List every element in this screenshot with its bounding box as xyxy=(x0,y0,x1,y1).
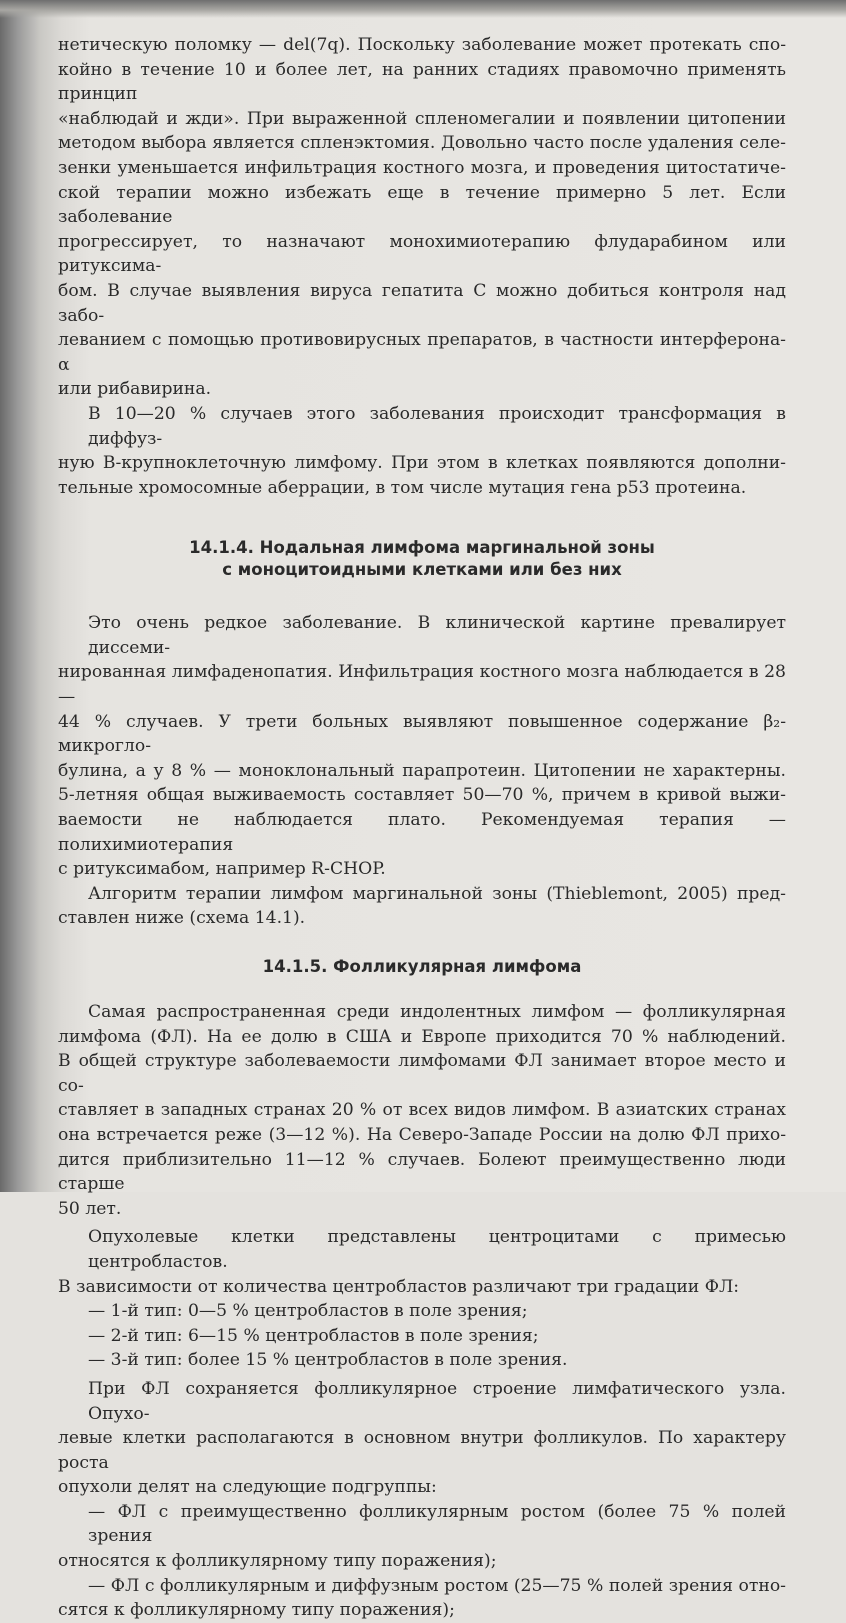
heading-line: 14.1.4. Нодальная лимфома маргинальной зоны xyxy=(189,538,655,558)
text-line: с ритуксимабом, например R-CHOP. xyxy=(58,859,386,880)
text-line: 44 % случаев. У трети больных выявляют повышенное содержание β₂-микрогло- xyxy=(58,711,786,757)
text-line: прогрессирует, то назначают монохимиотерапию флударабином или ритуксима- xyxy=(58,231,786,277)
text-line: В зависимости от количества центробластов различают три градации ФЛ: xyxy=(58,1276,740,1297)
paragraph xyxy=(58,1377,786,1500)
section-1415-body xyxy=(58,1000,786,1623)
text-line: сятся к фолликулярному типу поражения); xyxy=(58,1600,455,1621)
text-line: — ФЛ с фолликулярным и диффузным ростом (25—75 % полей зрения отно- xyxy=(88,1575,786,1596)
heading-line: 14.1.5. Фолликулярная лимфома xyxy=(262,957,582,976)
page-content xyxy=(58,33,786,1623)
text-line: леванием с помощью противовирусных препаратов, в частности интерферона-α xyxy=(58,330,786,375)
list-item xyxy=(58,1500,786,1574)
text-line: — ФЛ с преимущественно фолликулярным ростом (более 75 % полей зрения xyxy=(88,1501,786,1547)
text-line: При ФЛ сохраняется фолликулярное строение лимфатического узла. Опухо- xyxy=(88,1378,786,1424)
list-item: — 2-й тип: 6—15 % центробластов в поле зрения; xyxy=(88,1325,539,1346)
paragraph xyxy=(58,1000,786,1221)
text-line: 50 лет. xyxy=(58,1198,122,1219)
text-line: койно в течение 10 и более лет, на ранних стадиях правомочно применять принцип xyxy=(58,59,786,105)
intro-paragraph-2 xyxy=(58,402,786,451)
text-line: относятся к фолликулярному типу поражения); xyxy=(58,1551,497,1572)
list-item: — 1-й тип: 0—5 % центробластов в поле зрения; xyxy=(88,1301,528,1322)
scan-top-shadow xyxy=(0,0,846,18)
text-line: В общей структуре заболеваемости лимфомами ФЛ занимает второе место и со- xyxy=(58,1051,786,1096)
text-line: ской терапии можно избежать еще в течение примерно 5 лет. Если заболевание xyxy=(58,182,786,228)
text-line: ставляет в западных странах 20 % от всех видов лимфом. В азиатских странах xyxy=(58,1100,786,1121)
section-1415-heading xyxy=(58,956,786,978)
heading-line: с моноцитоидными клетками или без них xyxy=(222,560,622,580)
text-line: булина, а у 8 % — моноклональный парапротеин. Цитопении не характерны. xyxy=(58,760,786,781)
text-line: лимфома (ФЛ). На ее долю в США и Европе приходится 70 % наблюдений. xyxy=(58,1026,786,1047)
text-line: тельные хромосомные аберрации, в том числе мутация гена p53 протеина. xyxy=(58,477,747,498)
list-item: — 3-й тип: более 15 % центробластов в поле зрения. xyxy=(88,1350,568,1371)
section-1414-body xyxy=(58,611,786,931)
paragraph xyxy=(58,882,786,931)
text-line: ную В-крупноклеточную лимфому. При этом в клетках появляются дополни- xyxy=(58,453,786,474)
intro-paragraph-2-cont xyxy=(58,451,786,500)
intro-block xyxy=(58,33,786,500)
text-line: Опухолевые клетки представлены центроцитами с примесью центробластов. xyxy=(88,1227,786,1272)
paragraph xyxy=(58,1225,786,1299)
text-line: левые клетки располагаются в основном внутри фолликулов. По характеру роста xyxy=(58,1428,786,1473)
text-line: Алгоритм терапии лимфом маргинальной зоны (Thieblemont, 2005) пред- xyxy=(88,883,786,904)
intro-paragraph-1 xyxy=(58,33,786,402)
section-1414-heading xyxy=(58,537,786,581)
paragraph xyxy=(58,611,786,882)
text-line: Самая распространенная среди индолентных лимфом — фолликулярная xyxy=(88,1002,786,1022)
text-line: дится приблизительно 11—12 % случаев. Болеют преимущественно люди старше xyxy=(58,1149,786,1195)
text-line: нетическую поломку — del(7q). Поскольку заболевание может протекать спо- xyxy=(58,35,786,55)
text-line: Это очень редкое заболевание. В клинической картине превалирует диссеми- xyxy=(88,613,786,658)
text-line: бом. В случае выявления вируса гепатита С можно добиться контроля над забо- xyxy=(58,280,786,326)
text-line: «наблюдай и жди». При выраженной спленомегалии и появлении цитопении xyxy=(58,108,786,129)
text-line: или рибавирина. xyxy=(58,379,212,400)
text-line: 5-летняя общая выживаемость составляет 50—70 %, причем в кривой выжи- xyxy=(58,785,786,806)
text-line: методом выбора является спленэктомия. Довольно часто после удаления селе- xyxy=(58,133,786,154)
text-line: ваемости не наблюдается плато. Рекомендуемая терапия — полихимиотерапия xyxy=(58,810,786,855)
text-line: зенки уменьшается инфильтрация костного мозга, и проведения цитостатиче- xyxy=(58,157,786,178)
text-line: ставлен ниже (схема 14.1). xyxy=(58,908,306,929)
text-line: опухоли делят на следующие подгруппы: xyxy=(58,1477,437,1498)
grade-list xyxy=(58,1299,786,1373)
subgroup-list xyxy=(58,1500,786,1623)
text-line: В 10—20 % случаев этого заболевания происходит трансформация в диффуз- xyxy=(88,403,786,449)
list-item xyxy=(58,1574,786,1623)
text-line: нированная лимфаденопатия. Инфильтрация костного мозга наблюдается в 28— xyxy=(58,662,786,708)
text-line: она встречается реже (3—12 %). На Северо-Западе России на долю ФЛ прихо- xyxy=(58,1124,786,1145)
